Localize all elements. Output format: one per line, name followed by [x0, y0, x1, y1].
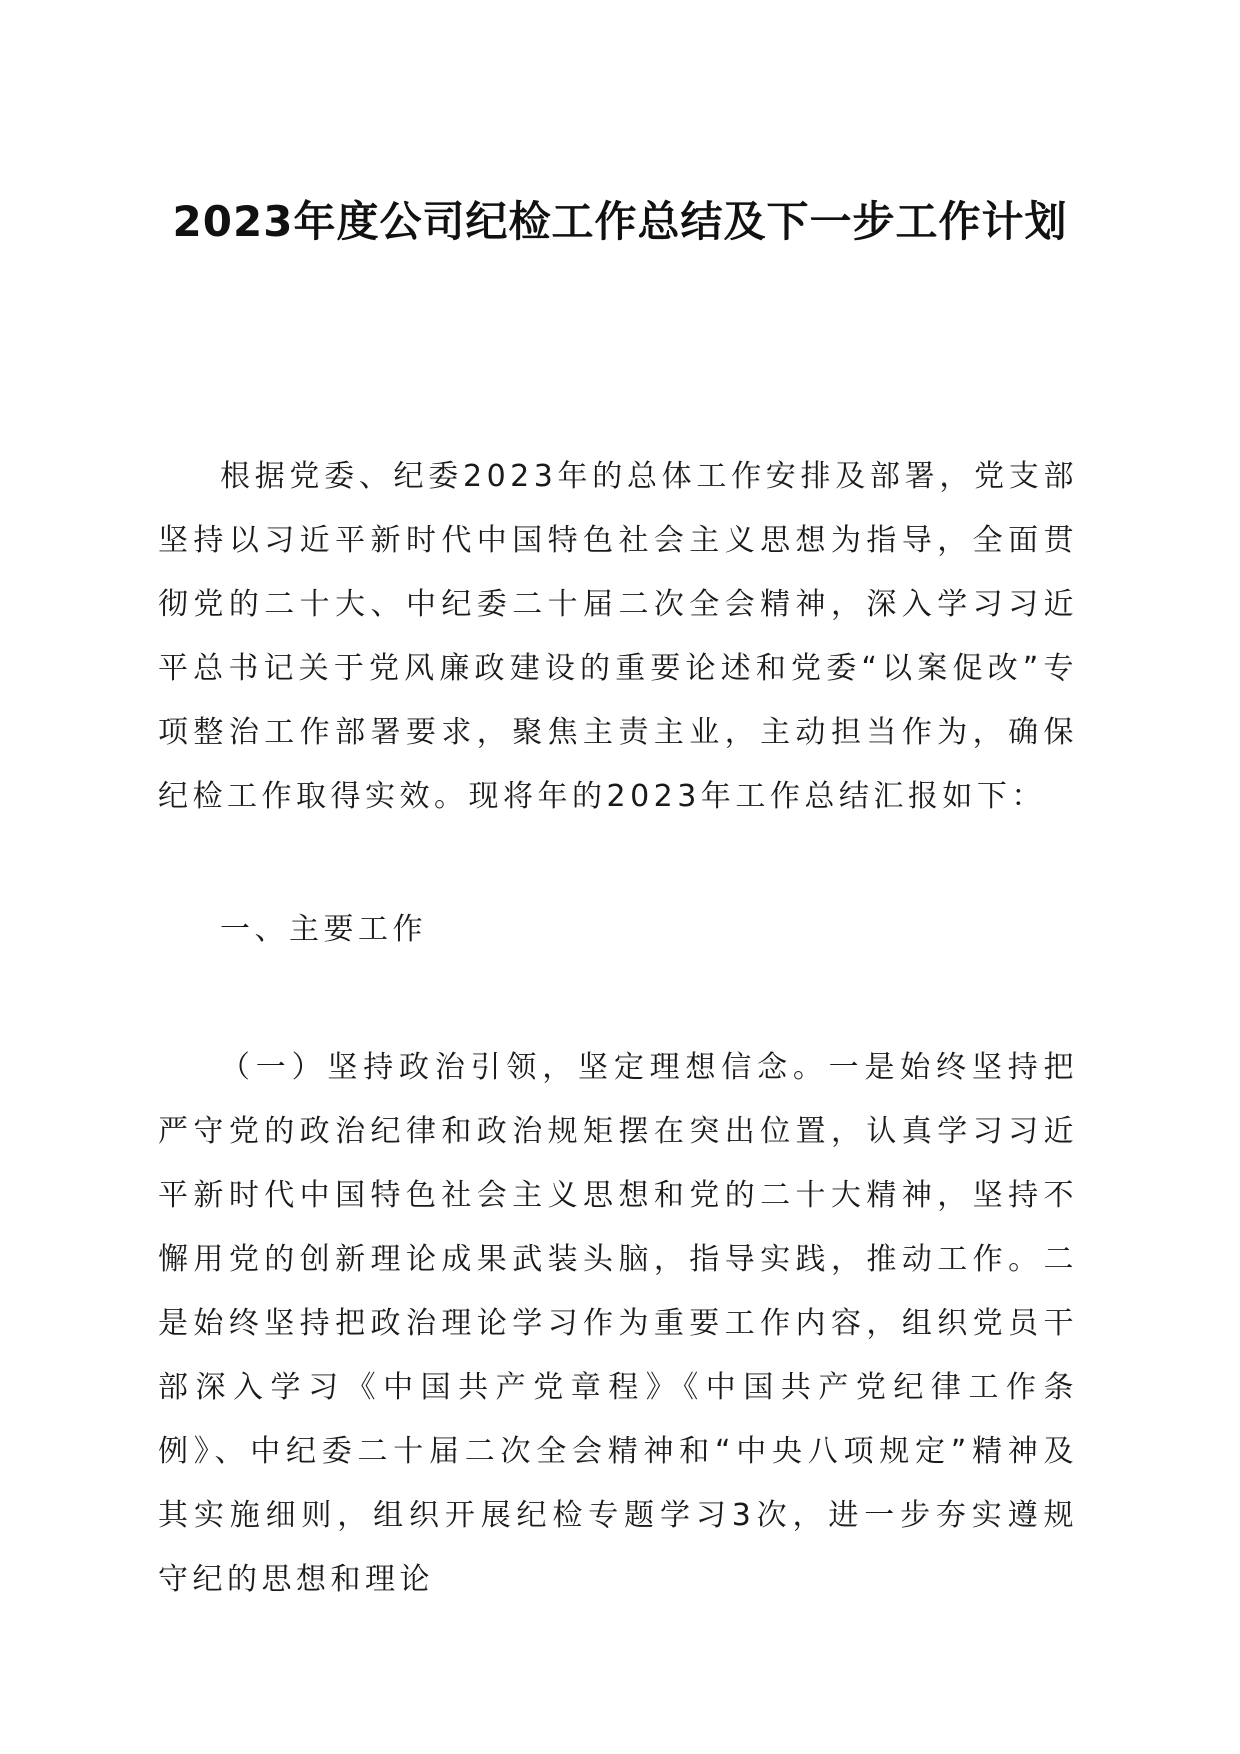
document-title: 2023年度公司纪检工作总结及下一步工作计划: [172, 197, 1068, 246]
section-heading-main-work: 一、主要工作: [220, 912, 427, 947]
body-paragraph-political-guidance: （一）坚持政治引领，坚定理想信念。一是始终坚持把严守党的政治纪律和政治规矩摆在突出位置，认真学习习近平新时代中国特色社会主义思想和党的二十大精神，坚持不懈用党的创新理论成果武装头脑，指导实践，推动工作。二是始终坚持把政治理论学习作为重要工作内容，组织党员干部深入学习《中国共产党章程》《中国共产党纪律工作条例》、中纪委二十届二次全会精神和“中央八项规定”精神及其实施细则，组织开展纪检专题学习3次，进一步夯实遵规守纪的思想和理论: [158, 1050, 1078, 1597]
intro-paragraph: 根据党委、纪委2023年的总体工作安排及部署，党支部坚持以习近平新时代中国特色社会主义思想为指导，全面贯彻党的二十大、中纪委二十届二次全会精神，深入学习习近平总书记关于党风廉政建设的重要论述和党委“以案促改”专项整治工作部署要求，聚焦主责主业，主动担当作为，确保纪检工作取得实效。现将年的2023年工作总结汇报如下：: [158, 459, 1078, 814]
